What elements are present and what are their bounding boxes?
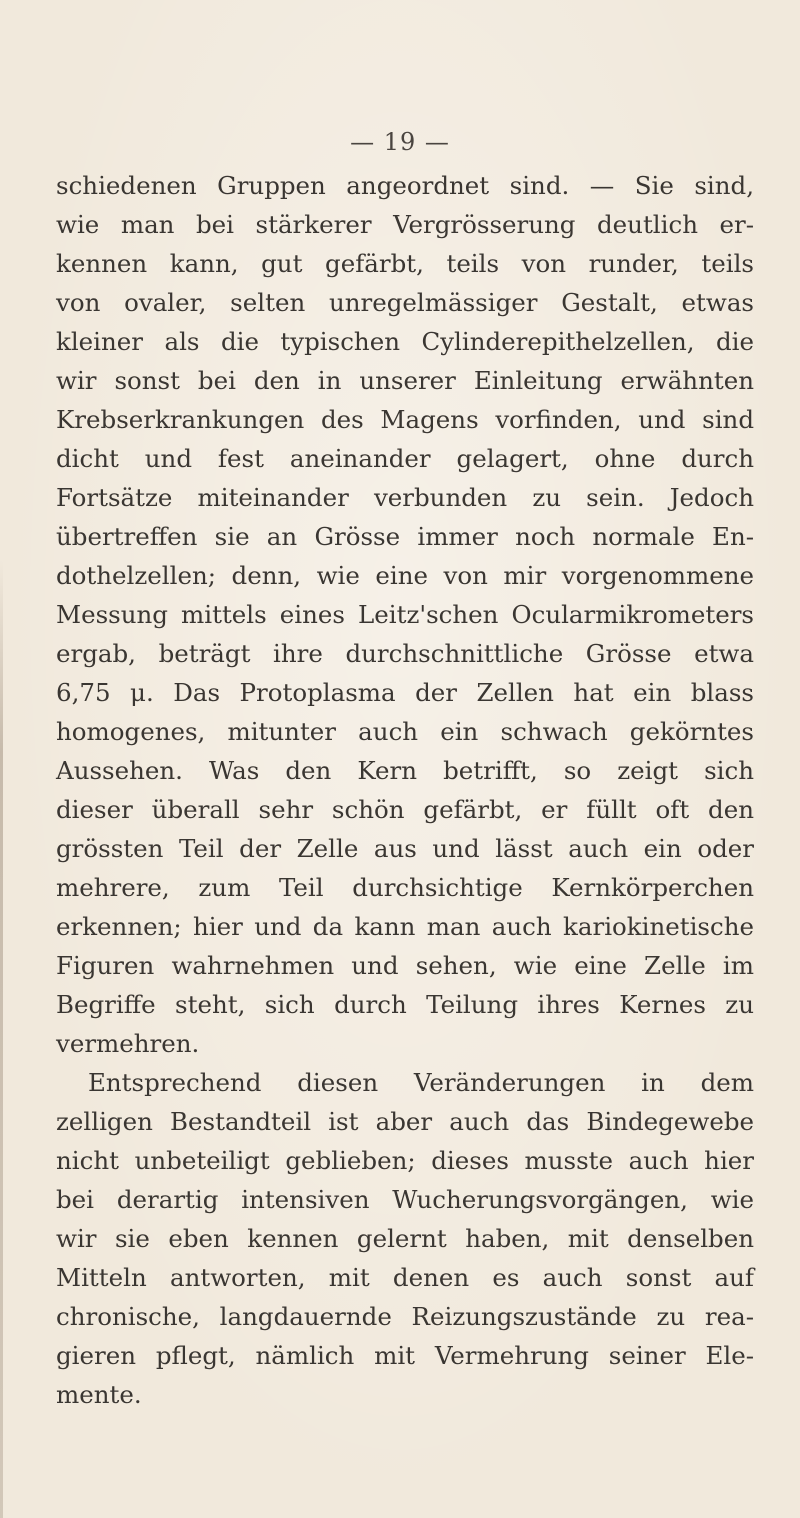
text-line-paragraph-start: Entsprechend diesen Veränderungen in dem: [88, 1068, 754, 1097]
text-line: nicht unbeteiligt geblieben; dieses musste auch hier: [56, 1146, 754, 1175]
text-line: erkennen; hier und da kann man auch kariokinetische: [56, 912, 754, 941]
text-line: dothelzellen; denn, wie eine von mir vorgenommene: [56, 561, 754, 590]
text-line-paragraph-end: mente.: [56, 1380, 142, 1409]
text-line: Begriffe steht, sich durch Teilung ihres Kernes zu: [56, 990, 754, 1019]
text-line: ergab, beträgt ihre durchschnittliche Grösse etwa: [56, 639, 754, 668]
text-line: kleiner als die typischen Cylinderepithelzellen, die: [56, 327, 754, 356]
text-line: Messung mittels eines Leitz'schen Ocularmikrometers: [56, 600, 754, 629]
text-line: wie man bei stärkerer Vergrösserung deutlich er-: [56, 210, 754, 239]
text-line: gieren pflegt, nämlich mit Vermehrung seiner Ele-: [56, 1341, 754, 1370]
text-line: schiedenen Gruppen angeordnet sind. — Sie sind,: [56, 171, 754, 200]
text-line: Fortsätze miteinander verbunden zu sein. Jedoch: [56, 483, 754, 512]
text-line: wir sie eben kennen gelernt haben, mit denselben: [56, 1224, 754, 1253]
text-line: Figuren wahrnehmen und sehen, wie eine Zelle im: [56, 951, 754, 980]
text-line: kennen kann, gut gefärbt, teils von runder, teils: [56, 249, 754, 278]
text-line: Krebserkrankungen des Magens vorfinden, und sind: [56, 405, 754, 434]
text-line: Aussehen. Was den Kern betrifft, so zeigt sich: [56, 756, 754, 785]
text-line: zelligen Bestandteil ist aber auch das Bindegewebe: [56, 1107, 754, 1136]
text-line: dicht und fest aneinander gelagert, ohne durch: [56, 444, 754, 473]
text-line: Mitteln antworten, mit denen es auch sonst auf: [56, 1263, 754, 1292]
text-line: 6,75 μ. Das Protoplasma der Zellen hat ein blass: [56, 678, 754, 707]
text-line: grössten Teil der Zelle aus und lässt auch ein oder: [56, 834, 754, 863]
text-line: übertreffen sie an Grösse immer noch normale En-: [56, 522, 754, 551]
text-line: dieser überall sehr schön gefärbt, er füllt oft den: [56, 795, 754, 824]
text-line: bei derartig intensiven Wucherungsvorgängen, wie: [56, 1185, 754, 1214]
text-line: von ovaler, selten unregelmässiger Gestalt, etwas: [56, 288, 754, 317]
text-line: chronische, langdauernde Reizungszustände zu rea-: [56, 1302, 754, 1331]
text-line: mehrere, zum Teil durchsichtige Kernkörperchen: [56, 873, 754, 902]
page-edge-shadow: [0, 560, 3, 1518]
page-number: — 19 —: [350, 128, 450, 156]
text-line-paragraph-end: vermehren.: [56, 1029, 200, 1058]
text-line: wir sonst bei den in unserer Einleitung erwähnten: [56, 366, 754, 395]
text-line: homogenes, mitunter auch ein schwach gekörntes: [56, 717, 754, 746]
